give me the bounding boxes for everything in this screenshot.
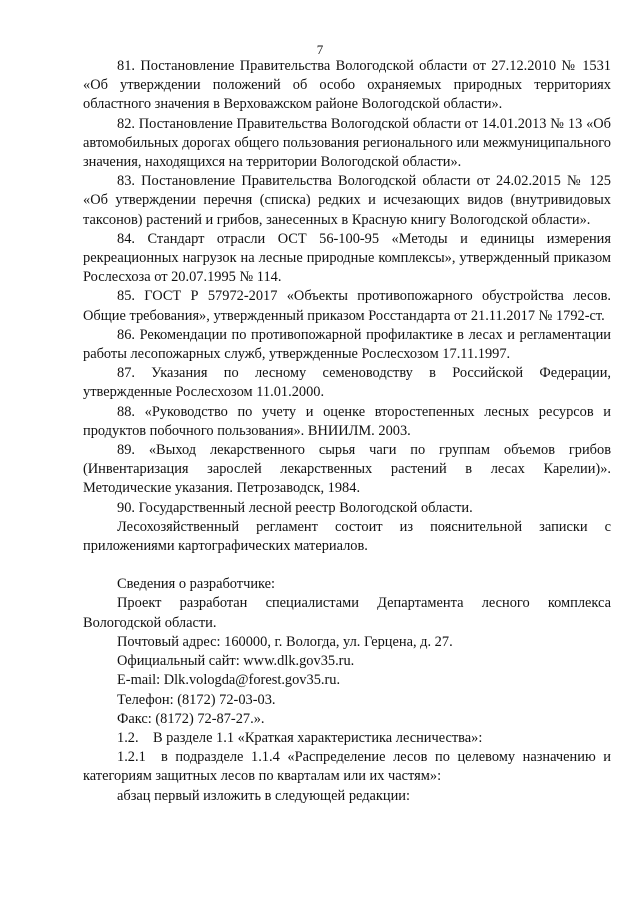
list-item-85: 85. ГОСТ Р 57972-2017 «Объекты противопожарного обустройства лесов. Общие требования», утвержденный приказом Росстандарта от 21.11.2017 № 1792-ст. xyxy=(83,288,611,324)
developer-project: Проект разработан специалистами Департамента лесного комплекса Вологодской области. xyxy=(83,595,611,631)
list-item-82: 82. Постановление Правительства Вологодской области от 14.01.2013 № 13 «Об автомобильных дорогах общего пользования регионального или межмуниципального значения, находящихся на территории Вологодской области». xyxy=(83,115,611,171)
list-item-88: 88. «Руководство по учету и оценке второстепенных лесных ресурсов и продуктов побочного пользования». ВНИИЛМ. 2003. xyxy=(83,403,611,439)
developer-heading: Сведения о разработчике: xyxy=(117,576,276,593)
list-item-86: 86. Рекомендации по противопожарной профилактике в лесах и регламентации работы лесопожарных служб, утвержденные Рослесхозом 17.11.1997. xyxy=(83,326,611,363)
amendment-1-2-1: 1.2.1 в подразделе 1.1.4 «Распределение лесов по целевому назначению и категориям защитных лесов по кварталам или их частям»: xyxy=(83,749,615,785)
list-item-83: 83. Постановление Правительства Вологодской области от 24.02.2015 № 125 «Об утверждении перечня (списка) редких и исчезающих видов (внутривидовых таксонов) растений и грибов, занесенных в Красную книгу Вологодской области». xyxy=(83,173,611,228)
developer-phone: Телефон: (8172) 72-03-03. xyxy=(117,691,276,708)
regulation-composition-note: Лесохозяйственный регламент состоит из пояснительной записки с приложениями картографических материалов. xyxy=(83,518,611,555)
list-item-81: 81. Постановление Правительства Вологодской области от 27.12.2010 № 1531 «Об утверждении положений об особо охраняемых природных территориях областного значения в Верховажском районе Вологодской области». xyxy=(83,58,611,113)
list-item-89: 89. «Выход лекарственного сырья чаги по группам объемов грибов (Инвентаризация зарослей лекарственных растений в лесах Карелии)». Методические указания. Петрозаводск, 1984. xyxy=(83,442,611,497)
list-item-87: 87. Указания по лесному семеноводству в Российской Федерации, утвержденные Рослесхозом 11.01.2000. xyxy=(83,365,611,401)
list-item-90: 90. Государственный лесной реестр Вологодской области. xyxy=(117,499,473,516)
developer-website: Официальный сайт: www.dlk.gov35.ru. xyxy=(117,653,355,670)
amendment-instruction: абзац первый изложить в следующей редакции: xyxy=(117,787,411,804)
page-number: 7 xyxy=(316,42,324,57)
developer-address: Почтовый адрес: 160000, г. Вологда, ул. Герцена, д. 27. xyxy=(117,633,453,650)
developer-email: E-mail: Dlk.vologda@forest.gov35.ru. xyxy=(117,672,341,689)
list-item-84: 84. Стандарт отрасли ОСТ 56-100-95 «Методы и единицы измерения рекреационных нагрузок на лесные природные комплексы», утвержденный приказом Рослесхоза от 20.07.1995 № 114. xyxy=(83,230,611,286)
document-body xyxy=(83,57,615,806)
developer-fax: Факс: (8172) 72-87-27.». xyxy=(117,710,265,727)
section-spacer xyxy=(83,556,611,575)
amendment-1-2: 1.2. В разделе 1.1 «Краткая характеристика лесничества»: xyxy=(117,729,483,746)
